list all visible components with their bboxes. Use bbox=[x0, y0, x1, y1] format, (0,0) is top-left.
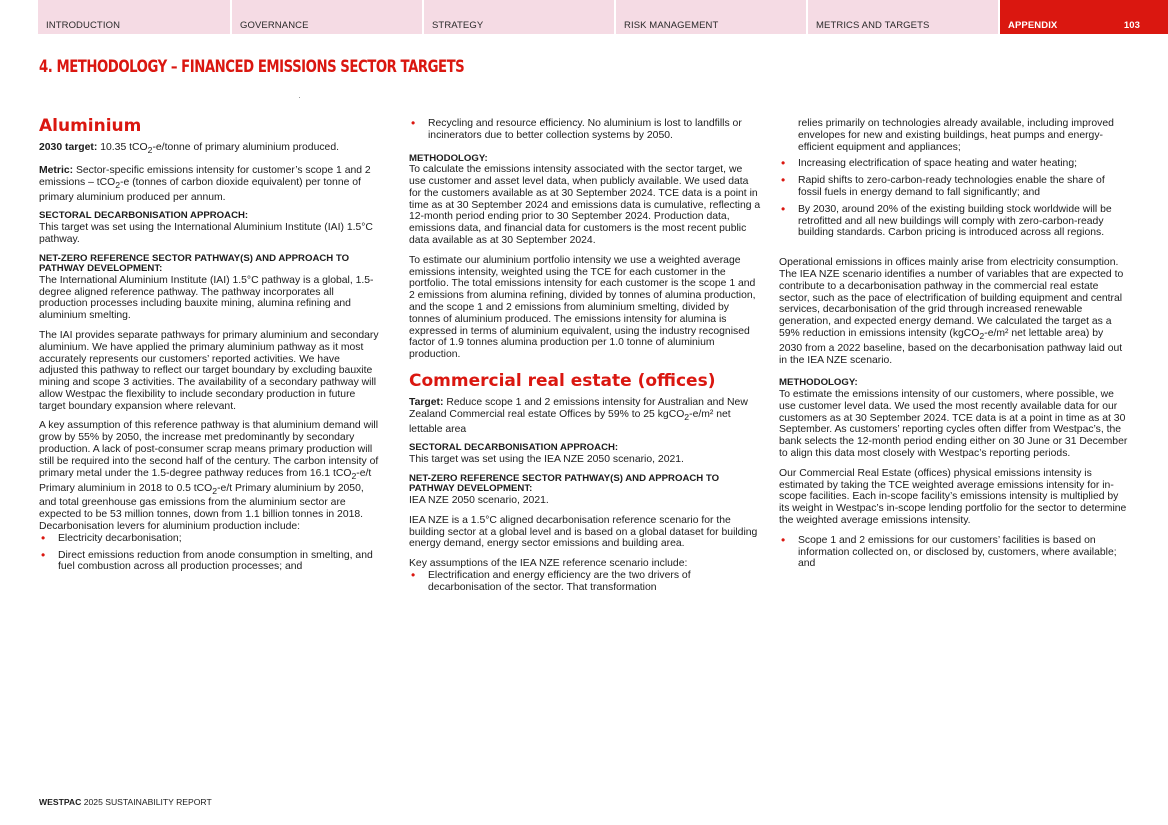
methodology-list bbox=[779, 535, 1129, 570]
target-label: 2030 target: bbox=[39, 142, 98, 153]
tab-appendix[interactable] bbox=[1000, 0, 1168, 34]
target-label: Target: bbox=[409, 396, 444, 408]
methodology-paragraph-1: To estimate the emissions intensity of our customers, where possible, we use customer level data. We used the most recently available data for our customers as at 30 September 2024. TCE data is at a point in time as at 30 September. As customers’ reporting cycles often differ from Westpac’s, the bank selects the 12-month period ending either on 30 June or 31 December to align this data most closely with Westpac’s reporting periods. bbox=[779, 389, 1128, 459]
tab-governance[interactable]: GOVERNANCE bbox=[232, 0, 422, 34]
methodology-paragraph-2: Our Commercial Real Estate (offices) physical emissions intensity is estimated by taking the TCE weighted average emissions intensity for in-scope facilities. Each in-scope facility’s emissions intensity is multiplied by its weight in Westpac’s in-scope lending portfolio for the sector to determine the weighted average emissions intensity. bbox=[779, 467, 1127, 526]
pathway-paragraph-2: The IAI provides separate pathways for primary aluminium and secondary aluminium. We have applied the primary aluminium pathway as it most accurately represents our customers’ reported activities. We have adjusted this pathway to reflect our target boundary by excluding bauxite mining and scope 3 activities. The availability of a secondary pathway will allow Westpac the flexibility to include secondary production in future target boundary expansion where relevant. bbox=[39, 329, 379, 412]
pathway-paragraph-1: The International Aluminium Institute (IAI) 1.5°C pathway is a global, 1.5-degree aligned reference pathway. The pathway incorporates all production processes including bauxite mining, alumina refining and aluminium smelting. bbox=[39, 274, 374, 322]
metric-label: Metric: bbox=[39, 164, 74, 176]
assumption-list-continued bbox=[779, 158, 1129, 239]
page-title: 4. METHODOLOGY – FINANCED EMISSIONS SECTOR TARGETS bbox=[39, 57, 465, 77]
column-2 bbox=[409, 118, 761, 602]
approach-title: SECTORAL DECARBONISATION APPROACH: bbox=[39, 210, 249, 222]
approach-title: SECTORAL DECARBONISATION APPROACH: bbox=[409, 442, 619, 454]
list-item: • Scope 1 and 2 emissions for our customers’ facilities is based on information collected on, or disclosed by, customers, where available; and bbox=[779, 535, 1129, 570]
target-text: 10.35 tCO$_2$-e/tonne of primary aluminium produced. bbox=[100, 142, 339, 156]
list-item: • Increasing electrification of space heating and water heating; bbox=[779, 158, 1129, 170]
pathway-paragraph-3: A key assumption of this reference pathway is that aluminium demand will grow by 55% by 2050, the increase met predominantly by secondary production. A lack of post-consumer scrap means primary production will still be required into the second half of the century. The carbon intensity of primary metal under the 1.5-degree pathway reduces from 16.1 tCO$_2$-e/t Primary aluminium in 2018 to 0.5 tCO$_2$-e/t Primary aluminium by 2050, and total greenhouse gas emissions from the aluminium sector are expected to be 53 million tonnes, down from 1.1 billion tonnes in 2018. Decarbonisation levers for aluminium production include: bbox=[39, 420, 379, 533]
lever-list-continued bbox=[409, 118, 761, 142]
list-item: • Electricity decarbonisation; bbox=[39, 533, 381, 545]
assumption-continuation: relies primarily on technologies already available, including improved envelopes for new and existing buildings, heat pumps and energy-efficient equipment and appliances; bbox=[798, 118, 1114, 153]
page-number: 103 bbox=[1123, 20, 1140, 31]
pathway-title: NET-ZERO REFERENCE SECTOR PATHWAY(S) AND APPROACH TO PATHWAY DEVELOPMENT: bbox=[39, 252, 350, 275]
approach-text: This target was set using the IEA NZE 2050 scenario, 2021. bbox=[409, 454, 684, 465]
methodology-paragraph-1: To calculate the emissions intensity associated with the sector target, we use customer and asset level data, when publicly available. We used data for the customers available as at 30 September 2024. TCE data is a point in time as at 30 September 2024 and emissions data is cumulative, reflecting a 12-month period ending prior to 30 September 2024. Production data, emissions data, and financial data for customers is the most recent public data available as at 30 September 2024. bbox=[409, 164, 761, 246]
assumption-list bbox=[409, 570, 761, 594]
list-item: • Rapid shifts to zero-carbon-ready technologies enable the share of fossil fuels in energy demand to fall significantly; and bbox=[779, 175, 1129, 199]
pathway-title: NET-ZERO REFERENCE SECTOR PATHWAY(S) AND APPROACH TO PATHWAY DEVELOPMENT: bbox=[409, 472, 720, 495]
section-heading-commercial-real-estate: Commercial real estate (offices) bbox=[409, 370, 716, 391]
tab-introduction[interactable]: INTRODUCTION bbox=[38, 0, 230, 34]
footer-brand: WESTPAC bbox=[39, 797, 82, 807]
list-item: • Recycling and resource efficiency. No aluminium is lost to landfills or incinerators due to better collection systems by 2050. bbox=[409, 118, 761, 142]
tab-appendix-label: APPENDIX bbox=[1008, 20, 1058, 31]
methodology-title: METHODOLOGY: bbox=[409, 152, 488, 164]
nze-paragraph-2: Key assumptions of the IEA NZE reference scenario include: bbox=[409, 558, 688, 570]
nze-paragraph-1: IEA NZE is a 1.5°C aligned decarbonisation reference scenario for the building sector at a global level and is based on a global dataset for building energy demand, energy sector emissions and building area. bbox=[409, 514, 758, 550]
pathway-text: IEA NZE 2050 scenario, 2021. bbox=[409, 494, 549, 506]
tab-metrics-and-targets[interactable]: METRICS AND TARGETS bbox=[808, 0, 998, 34]
metric-text: Sector-specific emissions intensity for customer’s scope 1 and 2 emissions – tCO$_2$-e (tonnes of carbon dioxide equivalent) per tonne of primary aluminium produced per annum. bbox=[39, 164, 371, 203]
top-nav bbox=[0, 0, 1168, 34]
metric-paragraph bbox=[39, 165, 381, 203]
target-paragraph bbox=[39, 142, 381, 157]
list-item: • By 2030, around 20% of the existing building stock worldwide will be retrofitted and all new buildings will comply with zero-carbon-ready building standards. Carbon pricing is introduced across all regions. bbox=[779, 204, 1129, 239]
stray-dot bbox=[299, 97, 300, 98]
section-heading-aluminium: Aluminium bbox=[39, 116, 142, 136]
methodology-paragraph-2: To estimate our aluminium portfolio intensity we use a weighted average emissions intensity, weighted using the TCE for each customer in the portfolio. The total emissions intensity for each customer is the scope 1 and 2 emissions from alumina refining, divided by tonnes of alumina production, and the scope 1 and 2 emissions from aluminium smelting, divided by tonnes of aluminium produced. The emissions intensity for alumina is expressed in terms of aluminium equivalent, using the industry recognised factor of 1.9 tonnes alumina production per 1.0 tonne of aluminium production. bbox=[409, 254, 756, 361]
lever-list bbox=[39, 533, 381, 573]
methodology-title: METHODOLOGY: bbox=[779, 377, 858, 389]
target-paragraph bbox=[409, 397, 761, 435]
footer-report: 2025 SUSTAINABILITY REPORT bbox=[83, 797, 212, 807]
footer bbox=[39, 797, 212, 807]
tab-strategy[interactable]: STRATEGY bbox=[424, 0, 614, 34]
column-1 bbox=[39, 116, 381, 581]
operational-paragraph: Operational emissions in offices mainly arise from electricity consumption. The IEA NZE scenario identifies a number of variables that are expected to contribute to a decarbonisation pathway in the commercial real estate sector, such as the pace of electrification of building equipment and central services, decarbonisation of the grid through increased renewable generation, and expected energy demand. We calculated the target as a 59% reduction in emissions intensity (kgCO$_2$-e/m² net lettable area) by 2030 from a 2022 baseline, based on the decarbonisation pathway laid out in the IEA NZE scenario. bbox=[779, 257, 1124, 366]
approach-text: This target was set using the International Aluminium Institute (IAI) 1.5°C pathway. bbox=[39, 221, 373, 245]
column-3 bbox=[779, 118, 1129, 578]
tab-risk-management[interactable]: RISK MANAGEMENT bbox=[616, 0, 806, 34]
target-text: Reduce scope 1 and 2 emissions intensity for Australian and New Zealand Commercial real estate Offices by 59% to 25 kgCO$_2$-e/m² net lettable area bbox=[409, 396, 748, 435]
list-item: • Direct emissions reduction from anode consumption in smelting, and fuel combustion across all production processes; and bbox=[39, 550, 381, 574]
list-item: • Electrification and energy efficiency are the two drivers of decarbonisation of the sector. That transformation bbox=[409, 570, 761, 594]
